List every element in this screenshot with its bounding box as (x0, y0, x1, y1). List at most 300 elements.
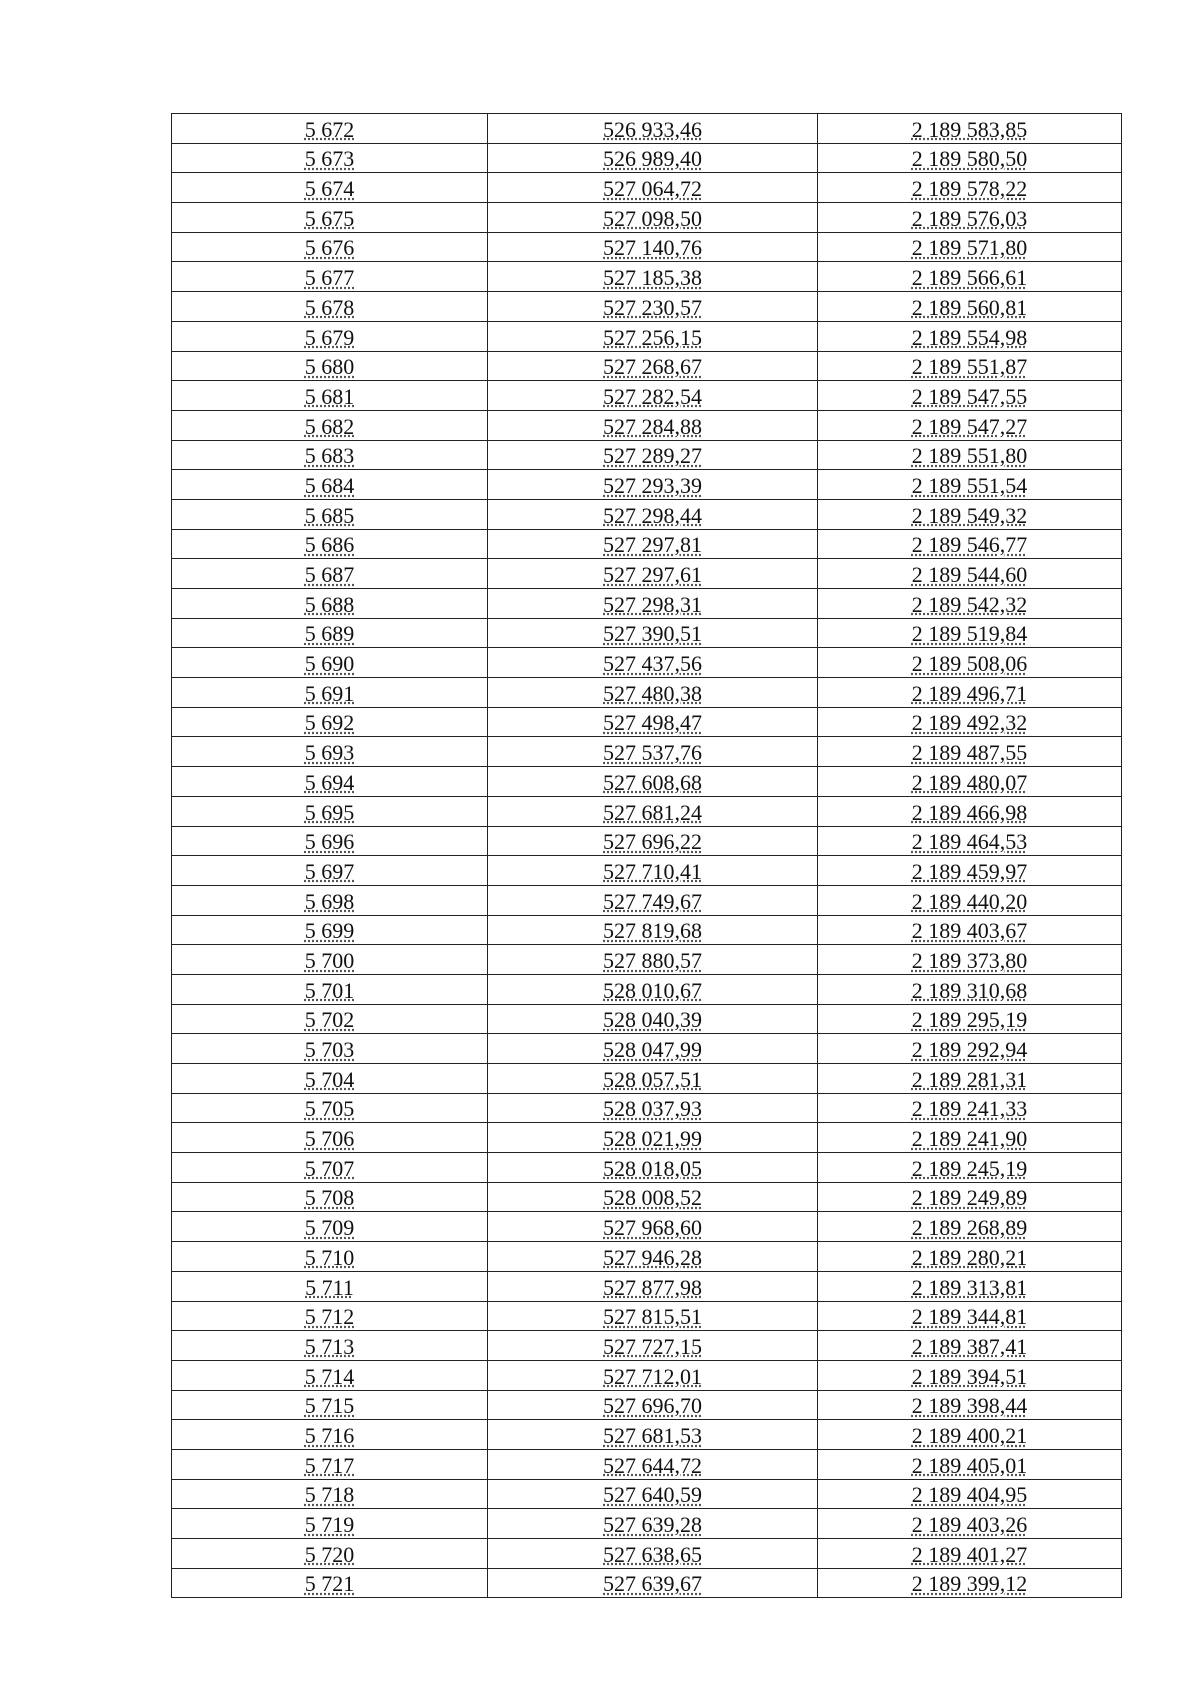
cell-text: 528 021,99 (603, 1126, 702, 1152)
cell-text: 5 685 (304, 502, 355, 528)
x-coordinate-cell (488, 1271, 818, 1301)
cell-text: 528 018,05 (603, 1155, 702, 1181)
cell-text: 5 676 (304, 235, 355, 261)
table-row (172, 1479, 1122, 1509)
table-row (172, 203, 1122, 233)
table-row (172, 648, 1122, 678)
x-coordinate-cell (488, 440, 818, 470)
cell-text: 5 679 (304, 324, 355, 350)
table-row (172, 1271, 1122, 1301)
x-coordinate-cell (488, 1123, 818, 1153)
point-number-cell (172, 470, 488, 500)
table-row (172, 1539, 1122, 1569)
y-coordinate-cell (818, 499, 1122, 529)
x-coordinate-cell (488, 173, 818, 203)
cell-text: 2 189 268,89 (911, 1215, 1028, 1241)
x-coordinate-cell (488, 618, 818, 648)
cell-text: 5 702 (304, 1007, 355, 1033)
cell-text: 2 189 398,44 (911, 1393, 1028, 1419)
cell-text: 2 189 373,80 (911, 947, 1028, 973)
point-number-cell (172, 885, 488, 915)
cell-text: 527 284,88 (603, 413, 702, 439)
cell-text: 2 189 466,98 (911, 799, 1028, 825)
y-coordinate-cell (818, 618, 1122, 648)
point-number-cell (172, 321, 488, 351)
cell-text: 5 700 (304, 947, 355, 973)
x-coordinate-cell (488, 470, 818, 500)
cell-text: 526 989,40 (603, 146, 702, 172)
y-coordinate-cell (818, 974, 1122, 1004)
x-coordinate-cell (488, 1004, 818, 1034)
table-row (172, 1509, 1122, 1539)
cell-text: 2 189 394,51 (911, 1363, 1028, 1389)
point-number-cell (172, 292, 488, 322)
x-coordinate-cell (488, 1242, 818, 1272)
cell-text: 527 390,51 (603, 621, 702, 647)
table-row (172, 974, 1122, 1004)
table-row (172, 1331, 1122, 1361)
cell-text: 527 289,27 (603, 443, 702, 469)
point-number-cell (172, 1568, 488, 1598)
y-coordinate-cell (818, 173, 1122, 203)
cell-text: 2 189 496,71 (911, 680, 1028, 706)
cell-text: 2 189 464,53 (911, 829, 1028, 855)
y-coordinate-cell (818, 203, 1122, 233)
table-row (172, 351, 1122, 381)
x-coordinate-cell (488, 381, 818, 411)
cell-text: 2 189 551,87 (911, 354, 1028, 380)
x-coordinate-cell (488, 796, 818, 826)
cell-text: 528 057,51 (603, 1066, 702, 1092)
point-number-cell (172, 826, 488, 856)
x-coordinate-cell (488, 589, 818, 619)
x-coordinate-cell (488, 1449, 818, 1479)
y-coordinate-cell (818, 1034, 1122, 1064)
cell-text: 2 189 403,67 (911, 918, 1028, 944)
cell-text: 2 189 519,84 (911, 621, 1028, 647)
cell-text: 2 189 576,03 (911, 205, 1028, 231)
y-coordinate-cell (818, 1212, 1122, 1242)
table-row (172, 1064, 1122, 1094)
cell-text: 5 708 (304, 1185, 355, 1211)
y-coordinate-cell (818, 1449, 1122, 1479)
x-coordinate-cell (488, 1509, 818, 1539)
cell-text: 5 678 (304, 294, 355, 320)
point-number-cell (172, 1271, 488, 1301)
table-row (172, 529, 1122, 559)
cell-text: 2 189 403,26 (911, 1512, 1028, 1537)
x-coordinate-cell (488, 1420, 818, 1450)
point-number-cell (172, 974, 488, 1004)
cell-text: 2 189 554,98 (911, 324, 1028, 350)
cell-text: 2 189 480,07 (911, 769, 1028, 795)
point-number-cell (172, 499, 488, 529)
cell-text: 2 189 551,80 (911, 443, 1028, 469)
table-row (172, 945, 1122, 975)
table-row (172, 1390, 1122, 1420)
x-coordinate-cell (488, 974, 818, 1004)
point-number-cell (172, 1182, 488, 1212)
cell-text: 527 498,47 (603, 710, 702, 736)
table-row (172, 737, 1122, 767)
x-coordinate-cell (488, 678, 818, 708)
y-coordinate-cell (818, 648, 1122, 678)
cell-text: 5 699 (304, 918, 355, 944)
table-row (172, 232, 1122, 262)
cell-text: 2 189 551,54 (911, 472, 1028, 498)
y-coordinate-cell (818, 1479, 1122, 1509)
cell-text: 5 720 (304, 1541, 355, 1567)
cell-text: 2 189 249,89 (911, 1185, 1028, 1211)
x-coordinate-cell (488, 1539, 818, 1569)
y-coordinate-cell (818, 381, 1122, 411)
cell-text: 527 712,01 (603, 1363, 702, 1389)
cell-text: 5 696 (304, 829, 355, 855)
x-coordinate-cell (488, 499, 818, 529)
x-coordinate-cell (488, 856, 818, 886)
cell-text: 527 681,53 (603, 1422, 702, 1448)
table-row (172, 262, 1122, 292)
table-row (172, 1182, 1122, 1212)
cell-text: 527 877,98 (603, 1274, 702, 1300)
cell-text: 5 677 (304, 265, 355, 291)
table-row (172, 470, 1122, 500)
point-number-cell (172, 707, 488, 737)
table-row (172, 1153, 1122, 1183)
cell-text: 527 256,15 (603, 324, 702, 350)
x-coordinate-cell (488, 321, 818, 351)
cell-text: 5 715 (304, 1393, 355, 1419)
cell-text: 2 189 492,32 (911, 710, 1028, 736)
x-coordinate-cell (488, 529, 818, 559)
table-row (172, 1449, 1122, 1479)
cell-text: 527 819,68 (603, 918, 702, 944)
y-coordinate-cell (818, 1093, 1122, 1123)
cell-text: 528 047,99 (603, 1037, 702, 1062)
y-coordinate-cell (818, 232, 1122, 262)
cell-text: 527 639,28 (603, 1512, 702, 1537)
table-row (172, 589, 1122, 619)
cell-text: 526 933,46 (603, 116, 702, 142)
point-number-cell (172, 1449, 488, 1479)
table-row (172, 856, 1122, 886)
x-coordinate-cell (488, 351, 818, 381)
cell-text: 2 189 292,94 (911, 1037, 1028, 1062)
cell-text: 2 189 487,55 (911, 740, 1028, 766)
x-coordinate-cell (488, 648, 818, 678)
cell-text: 5 689 (304, 621, 355, 647)
y-coordinate-cell (818, 529, 1122, 559)
table-row (172, 410, 1122, 440)
cell-text: 5 673 (304, 146, 355, 172)
y-coordinate-cell (818, 1242, 1122, 1272)
cell-text: 527 696,22 (603, 829, 702, 855)
y-coordinate-cell (818, 1004, 1122, 1034)
table-row (172, 559, 1122, 589)
cell-text: 527 298,31 (603, 591, 702, 617)
y-coordinate-cell (818, 114, 1122, 144)
cell-text: 5 688 (304, 591, 355, 617)
y-coordinate-cell (818, 1064, 1122, 1094)
cell-text: 5 683 (304, 443, 355, 469)
cell-text: 527 064,72 (603, 176, 702, 202)
y-coordinate-cell (818, 915, 1122, 945)
y-coordinate-cell (818, 856, 1122, 886)
point-number-cell (172, 589, 488, 619)
y-coordinate-cell (818, 410, 1122, 440)
cell-text: 5 706 (304, 1126, 355, 1152)
table-row (172, 1034, 1122, 1064)
point-number-cell (172, 1331, 488, 1361)
y-coordinate-cell (818, 470, 1122, 500)
cell-text: 2 189 245,19 (911, 1155, 1028, 1181)
y-coordinate-cell (818, 707, 1122, 737)
cell-text: 5 680 (304, 354, 355, 380)
table-row (172, 826, 1122, 856)
point-number-cell (172, 1212, 488, 1242)
x-coordinate-cell (488, 707, 818, 737)
y-coordinate-cell (818, 559, 1122, 589)
table-row (172, 678, 1122, 708)
point-number-cell (172, 1242, 488, 1272)
cell-text: 2 189 241,33 (911, 1096, 1028, 1122)
table-row (172, 885, 1122, 915)
cell-text: 2 189 280,21 (911, 1244, 1028, 1270)
point-number-cell (172, 1390, 488, 1420)
cell-text: 2 189 404,95 (911, 1482, 1028, 1508)
x-coordinate-cell (488, 1390, 818, 1420)
cell-text: 5 714 (304, 1363, 355, 1389)
cell-text: 2 189 400,21 (911, 1422, 1028, 1448)
table-row (172, 915, 1122, 945)
table-row (172, 1301, 1122, 1331)
cell-text: 5 710 (304, 1244, 355, 1270)
table-row (172, 796, 1122, 826)
cell-text: 527 268,67 (603, 354, 702, 380)
table-row (172, 1568, 1122, 1598)
x-coordinate-cell (488, 1360, 818, 1390)
x-coordinate-cell (488, 1093, 818, 1123)
cell-text: 5 693 (304, 740, 355, 766)
table-row (172, 618, 1122, 648)
cell-text: 2 189 399,12 (911, 1571, 1028, 1597)
cell-text: 527 681,24 (603, 799, 702, 825)
y-coordinate-cell (818, 1360, 1122, 1390)
cell-text: 2 189 546,77 (911, 532, 1028, 558)
cell-text: 5 674 (304, 176, 355, 202)
cell-text: 527 297,61 (603, 562, 702, 587)
cell-text: 528 010,67 (603, 977, 702, 1003)
cell-text: 527 638,65 (603, 1541, 702, 1567)
cell-text: 2 189 583,85 (911, 116, 1028, 142)
point-number-cell (172, 1123, 488, 1153)
cell-text: 527 185,38 (603, 265, 702, 291)
cell-text: 5 675 (304, 205, 355, 231)
table-row (172, 1242, 1122, 1272)
cell-text: 2 189 459,97 (911, 858, 1028, 884)
cell-text: 2 189 295,19 (911, 1007, 1028, 1033)
cell-text: 5 716 (304, 1422, 355, 1448)
table-row (172, 173, 1122, 203)
point-number-cell (172, 1420, 488, 1450)
cell-text: 5 698 (304, 888, 355, 914)
y-coordinate-cell (818, 440, 1122, 470)
cell-text: 528 040,39 (603, 1007, 702, 1033)
point-number-cell (172, 1093, 488, 1123)
cell-text: 2 189 401,27 (911, 1541, 1028, 1567)
y-coordinate-cell (818, 1420, 1122, 1450)
x-coordinate-cell (488, 410, 818, 440)
x-coordinate-cell (488, 262, 818, 292)
y-coordinate-cell (818, 1182, 1122, 1212)
table-row (172, 321, 1122, 351)
cell-text: 527 437,56 (603, 651, 702, 677)
point-number-cell (172, 648, 488, 678)
x-coordinate-cell (488, 885, 818, 915)
table-row (172, 499, 1122, 529)
cell-text: 527 298,44 (603, 502, 702, 528)
x-coordinate-cell (488, 826, 818, 856)
x-coordinate-cell (488, 1182, 818, 1212)
y-coordinate-cell (818, 737, 1122, 767)
x-coordinate-cell (488, 915, 818, 945)
cell-text: 5 697 (304, 858, 355, 884)
coordinates-table (171, 113, 1122, 1598)
cell-text: 2 189 542,32 (911, 591, 1028, 617)
x-coordinate-cell (488, 737, 818, 767)
cell-text: 2 189 241,90 (911, 1126, 1028, 1152)
cell-text: 2 189 313,81 (911, 1274, 1028, 1300)
cell-text: 5 686 (304, 532, 355, 558)
table-row (172, 1360, 1122, 1390)
x-coordinate-cell (488, 945, 818, 975)
table-row (172, 143, 1122, 173)
point-number-cell (172, 203, 488, 233)
cell-text: 2 189 578,22 (911, 176, 1028, 202)
x-coordinate-cell (488, 1479, 818, 1509)
point-number-cell (172, 440, 488, 470)
cell-text: 527 968,60 (603, 1215, 702, 1241)
table-row (172, 292, 1122, 322)
table-row (172, 1123, 1122, 1153)
cell-text: 2 189 571,80 (911, 235, 1028, 261)
cell-text: 527 098,50 (603, 205, 702, 231)
point-number-cell (172, 945, 488, 975)
cell-text: 5 701 (304, 977, 355, 1003)
y-coordinate-cell (818, 945, 1122, 975)
table-row (172, 440, 1122, 470)
cell-text: 527 230,57 (603, 294, 702, 320)
table-row (172, 767, 1122, 797)
point-number-cell (172, 737, 488, 767)
table-row (172, 114, 1122, 144)
y-coordinate-cell (818, 1123, 1122, 1153)
cell-text: 527 480,38 (603, 680, 702, 706)
cell-text: 5 712 (304, 1304, 355, 1330)
y-coordinate-cell (818, 1568, 1122, 1598)
cell-text: 527 727,15 (603, 1333, 702, 1359)
cell-text: 527 608,68 (603, 769, 702, 795)
point-number-cell (172, 559, 488, 589)
y-coordinate-cell (818, 143, 1122, 173)
x-coordinate-cell (488, 767, 818, 797)
y-coordinate-cell (818, 1271, 1122, 1301)
y-coordinate-cell (818, 1153, 1122, 1183)
cell-text: 5 704 (304, 1066, 355, 1092)
cell-text: 2 189 549,32 (911, 502, 1028, 528)
x-coordinate-cell (488, 1331, 818, 1361)
point-number-cell (172, 529, 488, 559)
cell-text: 527 710,41 (603, 858, 702, 884)
y-coordinate-cell (818, 351, 1122, 381)
cell-text: 2 189 405,01 (911, 1452, 1028, 1478)
cell-text: 5 672 (304, 116, 355, 142)
cell-text: 527 140,76 (603, 235, 702, 261)
x-coordinate-cell (488, 1568, 818, 1598)
cell-text: 5 709 (304, 1215, 355, 1241)
cell-text: 2 189 387,41 (911, 1333, 1028, 1359)
cell-text: 528 008,52 (603, 1185, 702, 1211)
cell-text: 527 639,67 (603, 1571, 702, 1597)
point-number-cell (172, 678, 488, 708)
cell-text: 5 717 (304, 1452, 355, 1478)
cell-text: 2 189 580,50 (911, 146, 1028, 172)
x-coordinate-cell (488, 1212, 818, 1242)
coordinates-table-body (172, 114, 1122, 1598)
table-row (172, 707, 1122, 737)
cell-text: 528 037,93 (603, 1096, 702, 1122)
y-coordinate-cell (818, 1539, 1122, 1569)
cell-text: 5 681 (304, 383, 355, 409)
cell-text: 527 293,39 (603, 472, 702, 498)
cell-text: 2 189 281,31 (911, 1066, 1028, 1092)
point-number-cell (172, 618, 488, 648)
y-coordinate-cell (818, 1301, 1122, 1331)
cell-text: 5 703 (304, 1037, 355, 1062)
point-number-cell (172, 1509, 488, 1539)
x-coordinate-cell (488, 1301, 818, 1331)
cell-text: 527 696,70 (603, 1393, 702, 1419)
x-coordinate-cell (488, 203, 818, 233)
x-coordinate-cell (488, 1064, 818, 1094)
y-coordinate-cell (818, 826, 1122, 856)
cell-text: 5 719 (304, 1512, 355, 1537)
x-coordinate-cell (488, 114, 818, 144)
x-coordinate-cell (488, 143, 818, 173)
cell-text: 5 691 (304, 680, 355, 706)
x-coordinate-cell (488, 1034, 818, 1064)
cell-text: 2 189 547,55 (911, 383, 1028, 409)
y-coordinate-cell (818, 796, 1122, 826)
point-number-cell (172, 232, 488, 262)
point-number-cell (172, 143, 488, 173)
y-coordinate-cell (818, 292, 1122, 322)
point-number-cell (172, 856, 488, 886)
y-coordinate-cell (818, 885, 1122, 915)
cell-text: 527 880,57 (603, 947, 702, 973)
point-number-cell (172, 1153, 488, 1183)
y-coordinate-cell (818, 767, 1122, 797)
cell-text: 5 711 (305, 1274, 354, 1300)
point-number-cell (172, 262, 488, 292)
cell-text: 2 189 560,81 (911, 294, 1028, 320)
table-row (172, 1093, 1122, 1123)
y-coordinate-cell (818, 321, 1122, 351)
cell-text: 5 690 (304, 651, 355, 677)
point-number-cell (172, 114, 488, 144)
cell-text: 5 713 (304, 1333, 355, 1359)
point-number-cell (172, 1004, 488, 1034)
